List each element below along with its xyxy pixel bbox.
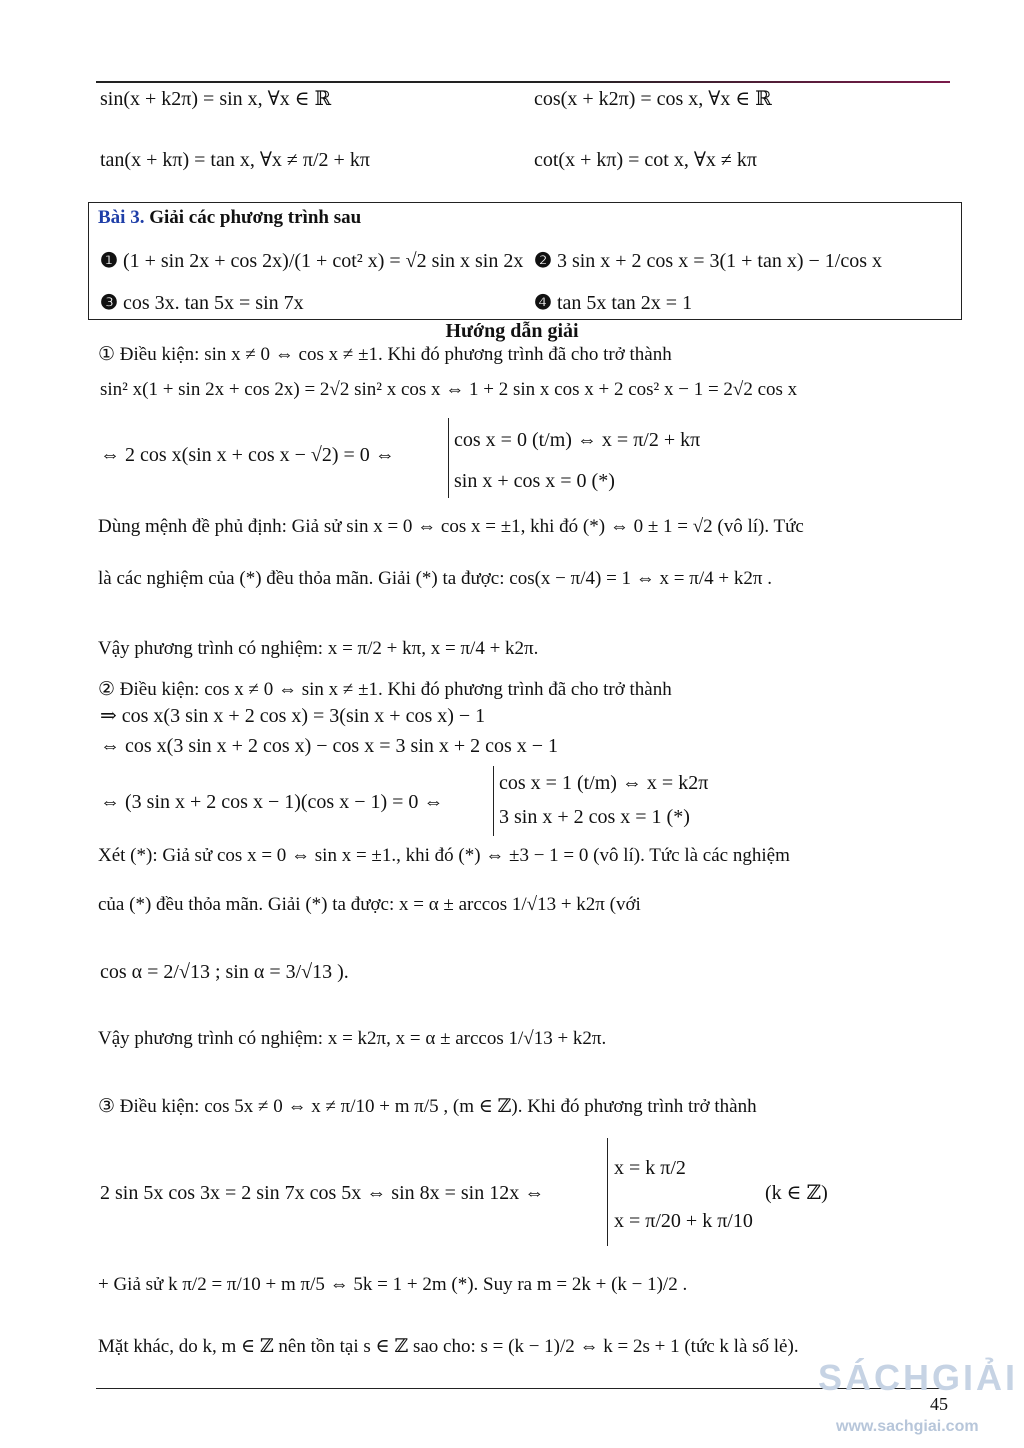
s2-answer: Vậy phương trình có nghiệm: x = k2π, x = α ± arccos 1/√13 + k2π. xyxy=(98,1028,607,1049)
s3-condition: ③ Điều kiện: cos 5x ≠ 0 ⇔ x ≠ π/10 + m π/5 , (m ∈ ℤ). Khi đó phương trình trở thành xyxy=(98,1096,757,1117)
s1-condition: ① Điều kiện: sin x ≠ 0 ⇔ cos x ≠ ±1. Khi đó phương trình đã cho trở thành xyxy=(98,344,672,365)
s1-case-2: sin x + cos x = 0 (*) xyxy=(454,470,615,492)
identity-cos: cos(x + k2π) = cos x, ∀x ∈ ℝ xyxy=(534,88,772,110)
s2-equation-1: ⇒ cos x(3 sin x + 2 cos x) = 3(sin x + cos x) − 1 xyxy=(100,705,486,727)
header-rule xyxy=(96,81,950,83)
s1-equation-2: ⇔ 2 cos x(sin x + cos x − √2) = 0 ⇔ xyxy=(100,444,395,466)
s1-equation-1: sin² x(1 + sin 2x + cos 2x) = 2√2 sin² x cos x ⇔ 1 + 2 sin x cos x + 2 cos² x − 1 = 2√2 cos x xyxy=(100,379,798,400)
item-2-text: 3 sin x + 2 cos x = 3(1 + tan x) − 1/cos x xyxy=(556,250,883,272)
s3-case-1: x = k π/2 xyxy=(614,1157,686,1179)
item-3-number: ❸ xyxy=(100,292,118,314)
identity-tan: tan(x + kπ) = tan x, ∀x ≠ π/2 + kπ xyxy=(100,149,370,171)
exercise-item-2 xyxy=(534,249,882,273)
s2-paragraph-1: Xét (*): Giả sử cos x = 0 ⇔ sin x = ±1., khi đó (*) ⇔ ±3 − 1 = 0 (vô lí). Tức là các nghiệm xyxy=(98,845,790,866)
item-4-number: ❹ xyxy=(534,292,552,314)
s1-answer: Vậy phương trình có nghiệm: x = π/2 + kπ, x = π/4 + k2π. xyxy=(98,638,539,659)
s3-case-2: x = π/20 + k π/10 xyxy=(614,1210,753,1232)
identity-sin: sin(x + k2π) = sin x, ∀x ∈ ℝ xyxy=(100,88,332,110)
s2-condition: ② Điều kiện: cos x ≠ 0 ⇔ sin x ≠ ±1. Khi đó phương trình đã cho trở thành xyxy=(98,679,672,700)
s2-paragraph-2: của (*) đều thỏa mãn. Giải (*) ta được: x = α ± arccos 1/√13 + k2π (với xyxy=(98,894,641,915)
item-3-text: cos 3x. tan 5x = sin 7x xyxy=(122,292,304,314)
item-1-number: ❶ xyxy=(100,250,118,272)
s3-k-integer: (k ∈ ℤ) xyxy=(765,1182,828,1204)
s2-case-2: 3 sin x + 2 cos x = 1 (*) xyxy=(499,806,690,828)
item-1-text: (1 + sin 2x + cos 2x)/(1 + cot² x) = √2 sin x sin 2x xyxy=(122,250,524,272)
site-url: www.sachgiai.com xyxy=(836,1418,979,1435)
item-4-text: tan 5x tan 2x = 1 xyxy=(556,292,693,314)
s1-case-bracket xyxy=(448,418,449,498)
item-2-number: ❷ xyxy=(534,250,552,272)
s2-paragraph-3: cos α = 2/√13 ; sin α = 3/√13 ). xyxy=(100,961,349,983)
s2-equation-3: ⇔ (3 sin x + 2 cos x − 1)(cos x − 1) = 0 ⇔ xyxy=(100,791,444,813)
s3-paragraph-2: Mặt khác, do k, m ∈ ℤ nên tồn tại s ∈ ℤ sao cho: s = (k − 1)/2 ⇔ k = 2s + 1 (tức k là số lẻ). xyxy=(98,1336,799,1357)
identity-cot: cot(x + kπ) = cot x, ∀x ≠ kπ xyxy=(534,149,757,171)
s2-case-bracket xyxy=(493,766,494,836)
s1-case-1: cos x = 0 (t/m) ⇔ x = π/2 + kπ xyxy=(454,429,701,451)
site-logo xyxy=(818,1357,1018,1399)
logo-text: SÁCHGIẢI xyxy=(818,1357,1019,1398)
s3-paragraph-1: + Giả sử k π/2 = π/10 + m π/5 ⇔ 5k = 1 + 2m (*). Suy ra m = 2k + (k − 1)/2 . xyxy=(98,1274,688,1295)
exercise-item-3 xyxy=(100,291,304,315)
exercise-title: Giải các phương trình sau xyxy=(149,207,362,228)
solution-title: Hướng dẫn giải xyxy=(445,320,579,342)
s2-equation-2: ⇔ cos x(3 sin x + 2 cos x) − cos x = 3 sin x + 2 cos x − 1 xyxy=(100,735,559,757)
exercise-heading xyxy=(98,206,361,230)
s2-case-1: cos x = 1 (t/m) ⇔ x = k2π xyxy=(499,772,709,794)
page-number: 45 xyxy=(930,1394,948,1414)
exercise-label: Bài 3. xyxy=(98,207,145,228)
s1-paragraph-2: là các nghiệm của (*) đều thỏa mãn. Giải (*) ta được: cos(x − π/4) = 1 ⇔ x = π/4 + k2π . xyxy=(98,568,772,589)
s3-equation-1: 2 sin 5x cos 3x = 2 sin 7x cos 5x ⇔ sin 8x = sin 12x ⇔ xyxy=(100,1182,545,1204)
exercise-item-4 xyxy=(534,291,692,315)
exercise-item-1 xyxy=(100,249,523,273)
s1-paragraph-1: Dùng mệnh đề phủ định: Giả sử sin x = 0 ⇔ cos x = ±1, khi đó (*) ⇔ 0 ± 1 = √2 (vô lí). Tức xyxy=(98,516,804,537)
s3-case-bracket xyxy=(607,1138,608,1246)
